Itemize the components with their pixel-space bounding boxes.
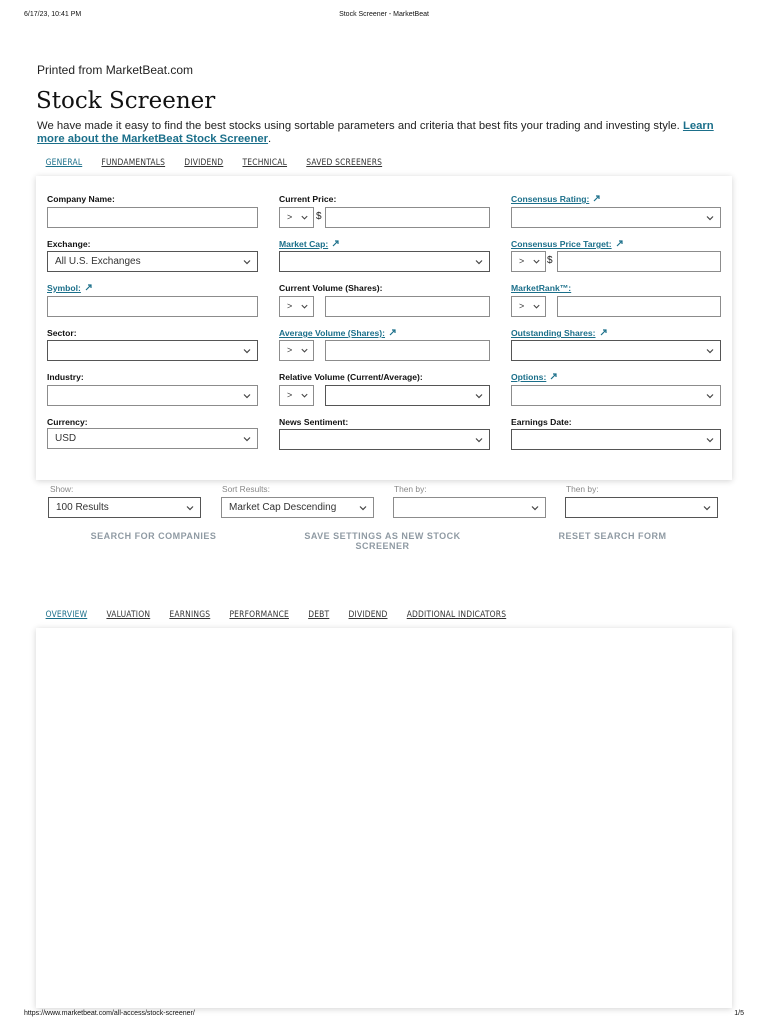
relative-volume-operator[interactable] xyxy=(279,385,314,406)
chevron-down-icon xyxy=(185,503,195,513)
chevron-down-icon xyxy=(474,391,484,401)
search-for-companies-button[interactable]: SEARCH FOR COMPANIES xyxy=(90,531,217,541)
symbol-label-text: Symbol: xyxy=(47,283,81,293)
tab-overview[interactable]: OVERVIEW xyxy=(45,609,88,619)
print-page-number: 1/5 xyxy=(734,1010,744,1017)
earnings-date-select[interactable] xyxy=(511,429,721,450)
tab-saved-screeners[interactable]: SAVED SCREENERS xyxy=(306,157,383,167)
sector-label: Sector: xyxy=(47,328,77,338)
chevron-down-icon xyxy=(532,257,541,266)
exchange-label: Exchange: xyxy=(47,239,91,249)
tab-debt[interactable]: DEBT xyxy=(308,609,330,619)
chevron-down-icon xyxy=(532,302,541,311)
relative-volume-select[interactable] xyxy=(325,385,490,406)
show-select[interactable] xyxy=(48,497,201,518)
consensus-rating-label[interactable] xyxy=(511,194,600,204)
save-settings-button[interactable] xyxy=(295,531,470,551)
show-value: 100 Results xyxy=(56,502,109,513)
dollar-sign: $ xyxy=(316,211,322,222)
company-name-label: Company Name: xyxy=(47,194,115,204)
current-volume-input[interactable] xyxy=(325,296,490,317)
currency-select[interactable] xyxy=(47,428,258,449)
tab-technical[interactable]: TECHNICAL xyxy=(242,157,288,167)
sort-results-value: Market Cap Descending xyxy=(229,502,337,513)
chevron-down-icon xyxy=(702,503,712,513)
learn-more-link[interactable]: Learn more about the MarketBeat Stock Screener xyxy=(37,120,714,145)
symbol-input[interactable] xyxy=(47,296,258,317)
chevron-down-icon xyxy=(242,434,252,444)
average-volume-label[interactable] xyxy=(279,328,396,338)
external-link-icon xyxy=(616,240,623,247)
external-link-icon xyxy=(593,195,600,202)
company-name-input[interactable] xyxy=(47,207,258,228)
operator-value: > xyxy=(287,212,293,222)
results-panel xyxy=(36,628,732,1008)
average-volume-label-text: Average Volume (Shares): xyxy=(279,328,386,338)
operator-value: > xyxy=(519,256,525,266)
news-sentiment-select[interactable] xyxy=(279,429,490,450)
tab-additional-indicators[interactable]: ADDITIONAL INDICATORS xyxy=(406,609,507,619)
chevron-down-icon xyxy=(300,302,309,311)
reset-search-form-button[interactable]: RESET SEARCH FORM xyxy=(558,531,667,541)
then-by-label: Then by: xyxy=(394,484,427,494)
tab-dividend[interactable]: DIVIDEND xyxy=(184,157,224,167)
consensus-price-target-input[interactable] xyxy=(557,251,721,272)
outstanding-shares-select[interactable] xyxy=(511,340,721,361)
chevron-down-icon xyxy=(705,213,715,223)
current-volume-label: Current Volume (Shares): xyxy=(279,283,383,293)
then-by-label-2: Then by: xyxy=(566,484,599,494)
tab-fundamentals[interactable]: FUNDAMENTALS xyxy=(101,157,166,167)
save-settings-line-2: SCREENER xyxy=(355,541,410,551)
external-link-icon xyxy=(600,329,607,336)
exchange-value: All U.S. Exchanges xyxy=(55,256,141,267)
external-link-icon xyxy=(550,373,557,380)
options-label-text: Options: xyxy=(511,372,547,382)
marketrank-input[interactable] xyxy=(557,296,721,317)
tab-valuation[interactable]: VALUATION xyxy=(106,609,151,619)
intro-text: We have made it easy to find the best stocks using sortable parameters and criteria that best fits your trading and investing style. xyxy=(37,120,683,132)
chevron-down-icon xyxy=(242,257,252,267)
tab-general[interactable]: GENERAL xyxy=(45,157,83,167)
sort-results-select[interactable] xyxy=(221,497,374,518)
outstanding-shares-label[interactable] xyxy=(511,328,607,338)
printed-from-text: Printed from MarketBeat.com xyxy=(37,63,194,77)
news-sentiment-label: News Sentiment: xyxy=(279,417,349,427)
chevron-down-icon xyxy=(300,391,309,400)
marketrank-operator[interactable] xyxy=(511,296,546,317)
dollar-sign: $ xyxy=(547,255,553,266)
external-link-icon xyxy=(85,284,92,291)
current-price-operator[interactable] xyxy=(279,207,314,228)
exchange-select[interactable] xyxy=(47,251,258,272)
options-select[interactable] xyxy=(511,385,721,406)
current-volume-operator[interactable] xyxy=(279,296,314,317)
average-volume-input[interactable] xyxy=(325,340,490,361)
chevron-down-icon xyxy=(242,391,252,401)
operator-value: > xyxy=(287,390,293,400)
chevron-down-icon xyxy=(474,257,484,267)
industry-label: Industry: xyxy=(47,372,84,382)
chevron-down-icon xyxy=(530,503,540,513)
options-label[interactable] xyxy=(511,372,557,382)
then-by-select-2[interactable] xyxy=(565,497,718,518)
market-cap-label[interactable] xyxy=(279,239,339,249)
currency-value: USD xyxy=(55,433,77,444)
filters-panel xyxy=(36,176,732,480)
average-volume-operator[interactable] xyxy=(279,340,314,361)
save-settings-line-1: SAVE SETTINGS AS NEW STOCK xyxy=(304,531,461,541)
print-date: 6/17/23, 10:41 PM xyxy=(24,11,82,18)
operator-value: > xyxy=(287,301,293,311)
operator-value: > xyxy=(519,301,525,311)
tab-dividend-results[interactable]: DIVIDEND xyxy=(348,609,388,619)
chevron-down-icon xyxy=(474,435,484,445)
consensus-rating-select[interactable] xyxy=(511,207,721,228)
screener-tabs xyxy=(36,154,392,174)
chevron-down-icon xyxy=(705,435,715,445)
earnings-date-label: Earnings Date: xyxy=(511,417,572,427)
tab-earnings[interactable]: EARNINGS xyxy=(169,609,211,619)
results-tabs xyxy=(36,606,516,626)
print-url: https://www.marketbeat.com/all-access/stock-screener/ xyxy=(24,1010,195,1017)
chevron-down-icon xyxy=(300,213,309,222)
intro-paragraph xyxy=(37,120,727,146)
symbol-label[interactable] xyxy=(47,283,92,293)
currency-label: Currency: xyxy=(47,417,88,427)
industry-select[interactable] xyxy=(47,385,258,406)
external-link-icon xyxy=(332,240,339,247)
consensus-price-target-label-text: Consensus Price Target: xyxy=(511,239,612,249)
consensus-price-target-label[interactable] xyxy=(511,239,623,249)
show-label: Show: xyxy=(50,484,74,494)
then-by-select-1[interactable] xyxy=(393,497,546,518)
current-price-label: Current Price: xyxy=(279,194,337,204)
print-page-title: Stock Screener - MarketBeat xyxy=(339,11,429,18)
relative-volume-label: Relative Volume (Current/Average): xyxy=(279,372,423,382)
intro-end: . xyxy=(268,133,272,145)
tab-performance[interactable]: PERFORMANCE xyxy=(229,609,289,619)
chevron-down-icon xyxy=(705,391,715,401)
external-link-icon xyxy=(389,329,396,336)
sort-results-label: Sort Results: xyxy=(222,484,270,494)
current-price-input[interactable] xyxy=(325,207,490,228)
marketrank-label[interactable]: MarketRank™: xyxy=(511,283,572,293)
chevron-down-icon xyxy=(705,346,715,356)
sector-select[interactable] xyxy=(47,340,258,361)
consensus-price-target-operator[interactable] xyxy=(511,251,546,272)
chevron-down-icon xyxy=(358,503,368,513)
operator-value: > xyxy=(287,345,293,355)
market-cap-select[interactable] xyxy=(279,251,490,272)
chevron-down-icon xyxy=(300,346,309,355)
page-title: Stock Screener xyxy=(36,88,216,114)
consensus-rating-label-text: Consensus Rating: xyxy=(511,194,590,204)
outstanding-shares-label-text: Outstanding Shares: xyxy=(511,328,596,338)
market-cap-label-text: Market Cap: xyxy=(279,239,329,249)
chevron-down-icon xyxy=(242,346,252,356)
